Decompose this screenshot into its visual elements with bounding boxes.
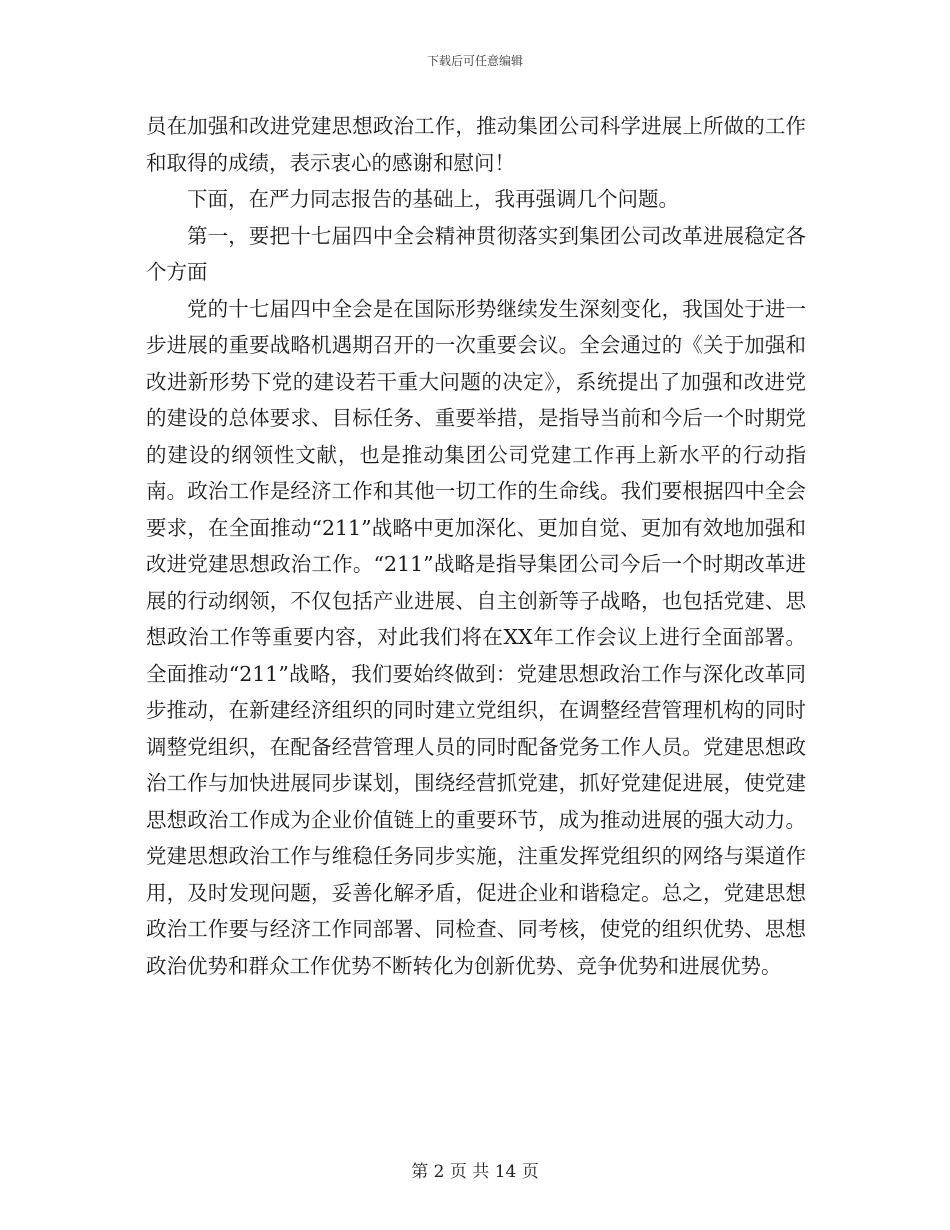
- document-body: [146, 108, 806, 984]
- paragraph-3: 党的十七届四中全会是在国际形势继续发生深刻变化，我国处于进一步进展的重要战略机遇期召开的一次重要会议。全会通过的《关于加强和改进新形势下党的建设若干重大问题的决定》，系统提出了加强和改进党的建设的总体要求、目标任务、重要举措，是指导当前和今后一个时期党的建设的纲领性文献，也是推动集团公司党建工作再上新水平的行动指南。政治工作是经济工作和其他一切工作的生命线。我们要根据四中全会要求，在全面推动“211”战略中更加深化、更加自觉、更加有效地加强和改进党建思想政治工作。“211”战略是指导集团公司今后一个时期改革进展的行动纲领，不仅包括产业进展、自主创新等子战略，也包括党建、思想政治工作等重要内容，对此我们将在XX年工作会议上进行全面部署。全面推动“211”战略，我们要始终做到：党建思想政治工作与深化改革同步推动，在新建经济组织的同时建立党组织，在调整经营管理机构的同时调整党组织，在配备经营管理人员的同时配备党务工作人员。党建思想政治工作与加快进展同步谋划，围绕经营抓党建，抓好党建促进展，使党建思想政治工作成为企业价值链上的重要环节，成为推动进展的强大动力。党建思想政治工作与维稳任务同步实施，注重发挥党组织的网络与渠道作用，及时发现问题，妥善化解矛盾，促进企业和谐稳定。总之，党建思想政治工作要与经济工作同部署、同检查、同考核，使党的组织优势、思想政治优势和群众工作优势不断转化为创新优势、竞争优势和进展优势。: [146, 296, 806, 978]
- section-heading-1: 第一，要把十七届四中全会精神贯彻落实到集团公司改革进展稳定各个方面: [146, 223, 806, 284]
- page-header: 下载后可任意编辑: [426, 54, 523, 68]
- page-footer: 第 2 页 共 14 页: [411, 1162, 539, 1182]
- paragraph-2: 下面，在严力同志报告的基础上，我再强调几个问题。: [187, 187, 679, 211]
- paragraph-1: 员在加强和改进党建思想政治工作，推动集团公司科学进展上所做的工作和取得的成绩，表示衷心的感谢和慰问！: [146, 114, 806, 175]
